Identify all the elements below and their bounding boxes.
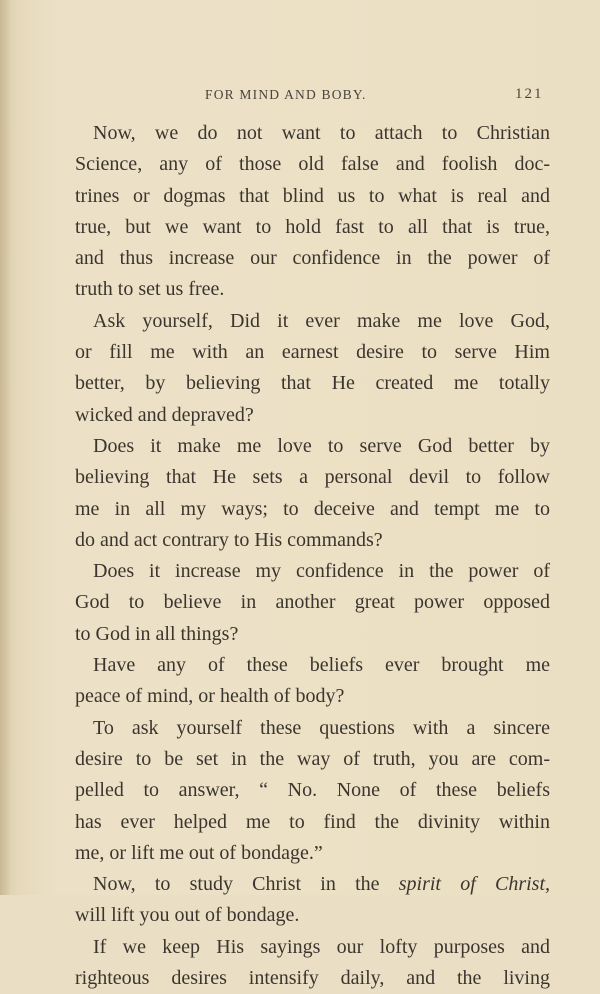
text-span: Now, to study Christ in the [93, 873, 399, 896]
text-line: true, but we want to hold fast to all that is true, [75, 215, 550, 238]
text-line [75, 869, 550, 900]
text-line: righteous desires intensify daily, and the living [75, 967, 550, 990]
text-line: believing that He sets a personal devil to follow [75, 466, 550, 489]
text-line: me in all my ways; to deceive and tempt me to [75, 497, 550, 520]
text-line: wicked and depraved? [75, 403, 254, 426]
text-line: Does it make me love to serve God better by [93, 434, 550, 457]
text-line: will lift you out of bondage. [75, 904, 300, 927]
text-line: trines or dogmas that blind us to what is real and [75, 184, 550, 207]
text-line: truth to set us free. [75, 278, 225, 301]
text-line: Science, any of those old false and foolish doc- [75, 153, 550, 176]
text-line: better, by believing that He created me totally [75, 372, 550, 395]
text-line: peace of mind, or health of body? [75, 685, 345, 708]
text-line: If we keep His sayings our lofty purposes and [93, 935, 550, 958]
italic-text: spirit of Christ, [398, 873, 550, 896]
text-line: desire to be set in the way of truth, you are com- [75, 747, 550, 770]
running-title: FOR MIND AND BOBY. [205, 87, 367, 102]
text-line: To ask yourself these questions with a sincere [93, 716, 550, 739]
text-line: Ask yourself, Did it ever make me love God, [93, 309, 550, 332]
text-line: God to believe in another great power opposed [75, 591, 550, 614]
text-line: Does it increase my confidence in the power of [93, 560, 550, 583]
text-line: has ever helped me to find the divinity within [75, 810, 550, 833]
text-line: to God in all things? [75, 622, 239, 645]
text-line: pelled to answer, “ No. None of these beliefs [75, 779, 550, 802]
text-line: Now, we do not want to attach to Christian [93, 122, 550, 144]
page-edge [0, 0, 10, 895]
text-line: and thus increase our confidence in the power of [75, 247, 550, 270]
text-line: do and act contrary to His commands? [75, 528, 383, 551]
text-line: Have any of these beliefs ever brought me [93, 654, 550, 677]
text-line: or fill me with an earnest desire to serve Him [75, 341, 550, 364]
page-number: 121 [515, 86, 544, 102]
text-line: me, or lift me out of bondage.” [75, 841, 323, 864]
body-text [75, 118, 550, 994]
